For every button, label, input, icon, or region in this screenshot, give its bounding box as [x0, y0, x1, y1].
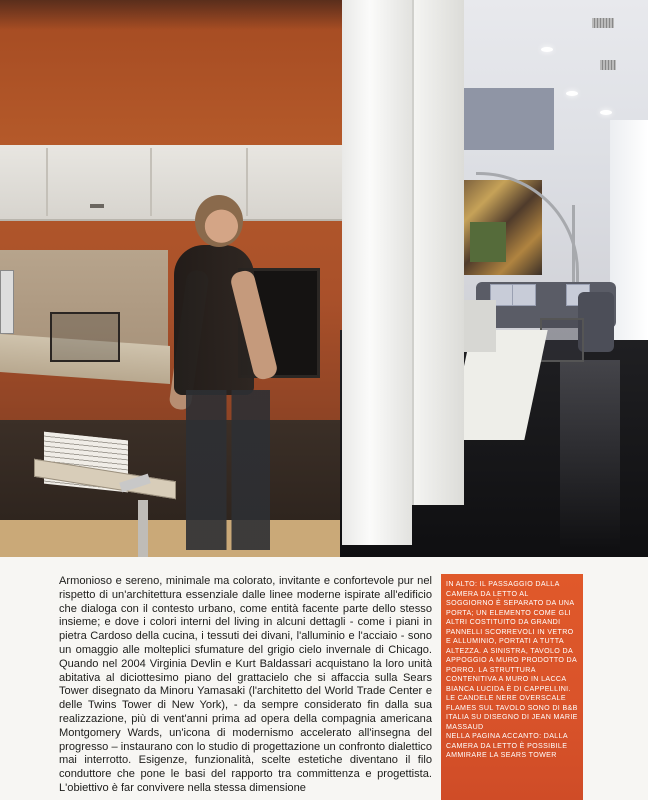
glass-side-table — [540, 318, 584, 362]
white-wall-cabinet — [0, 145, 342, 221]
cabinet-handle — [90, 204, 104, 208]
person-head — [195, 195, 243, 247]
air-vent — [600, 60, 616, 70]
ceiling-light — [600, 110, 612, 115]
ceiling-light — [541, 47, 553, 52]
floor-reflection — [560, 360, 620, 550]
cabinet-seam — [46, 148, 48, 216]
caption-paragraph: NELLA PAGINA ACCANTO: DALLA CAMERA DA LETTO È POSSIBILE AMMIRARE LA SEARS TOWER — [446, 732, 568, 759]
wood-floor-strip — [0, 520, 345, 557]
stool — [462, 300, 496, 352]
article-body — [59, 575, 432, 796]
caption-paragraph: IN ALTO: IL PASSAGGIO DALLA CAMERA DA LETTO AL SOGGIORNO È SEPARATO DA UNA PORTA; UN ELEMENTO COME GLI ALTRI COSTITUITO DA GRANDI PANNELLI SCORREVOLI IN VETRO E ALLUMINIO, PORTATI A TUTTA ALTEZZA. A SINISTRA, TAVOLO DA APPOGGIO A MURO PRODOTTO DA PORRO. LA STRUTTURA CONTENITIVA A MURO IN LACCA BIANCA LUCIDA È DI CAPPELLINI. LE CANDELE NERE OVERSCALE FLAMES SUL TAVOLO SONO DI B&B ITALIA SU DISEGNO DI JEAN MARIE MASSAUD — [446, 580, 578, 731]
table-leg — [138, 500, 148, 557]
cabinet-seam — [150, 148, 152, 216]
white-pillar — [342, 0, 412, 545]
monitor — [0, 270, 14, 334]
air-vent — [592, 18, 614, 28]
cushion — [512, 284, 536, 306]
sliding-door-frame — [412, 0, 464, 505]
ceiling-soffit — [462, 88, 554, 150]
person-legs — [186, 390, 270, 550]
body-paragraph: Armonioso e sereno, minimale ma colorato, invitante e confortevole pur nel rispetto di un'architettura essenziale dalle linee moderne ispirate all'edificio che dialoga con il contesto urbano, come entità facente parte dello stesso insieme; e dove i colori interni del living in alcuni dettagli - come i piani in pietra Cardoso della cucina, i tessuti dei divani, l'alluminio e l'acciaio - sono un omaggio alle molteplici sfumature del grigio cielo invernale di Chicago. Quando nel 2004 Virginia Devlin e Kurt Baldassari acquistano la loro unità abitativa al diciottesimo piano del grattacielo che si affaccia sulla Sears Tower disegnato da Minoru Yamasaki (l'architetto del World Trade Center e delle Twins Tower di New York), - da sempre considerato fin dalla sua realizzazione, più di vent'anni prima ad opera della compagnia americana Montgomery Wards, un'icona di modernismo accelerato all'insegna del progresso – instaurano con lo studio di progettazione un confronto dialettico mai interrotto. Esigenze, funzionalità, scelte estetiche diventano il filo conduttore che pone le basi del rapporto tra committenza e progettista. L'obiettivo è far convivere nella stessa dimensione — [59, 575, 432, 794]
cabinet-seam — [246, 148, 248, 216]
wall-shadow — [0, 0, 345, 30]
wire-basket — [50, 312, 120, 362]
photo-caption — [446, 580, 578, 761]
ceiling-light — [566, 91, 578, 96]
